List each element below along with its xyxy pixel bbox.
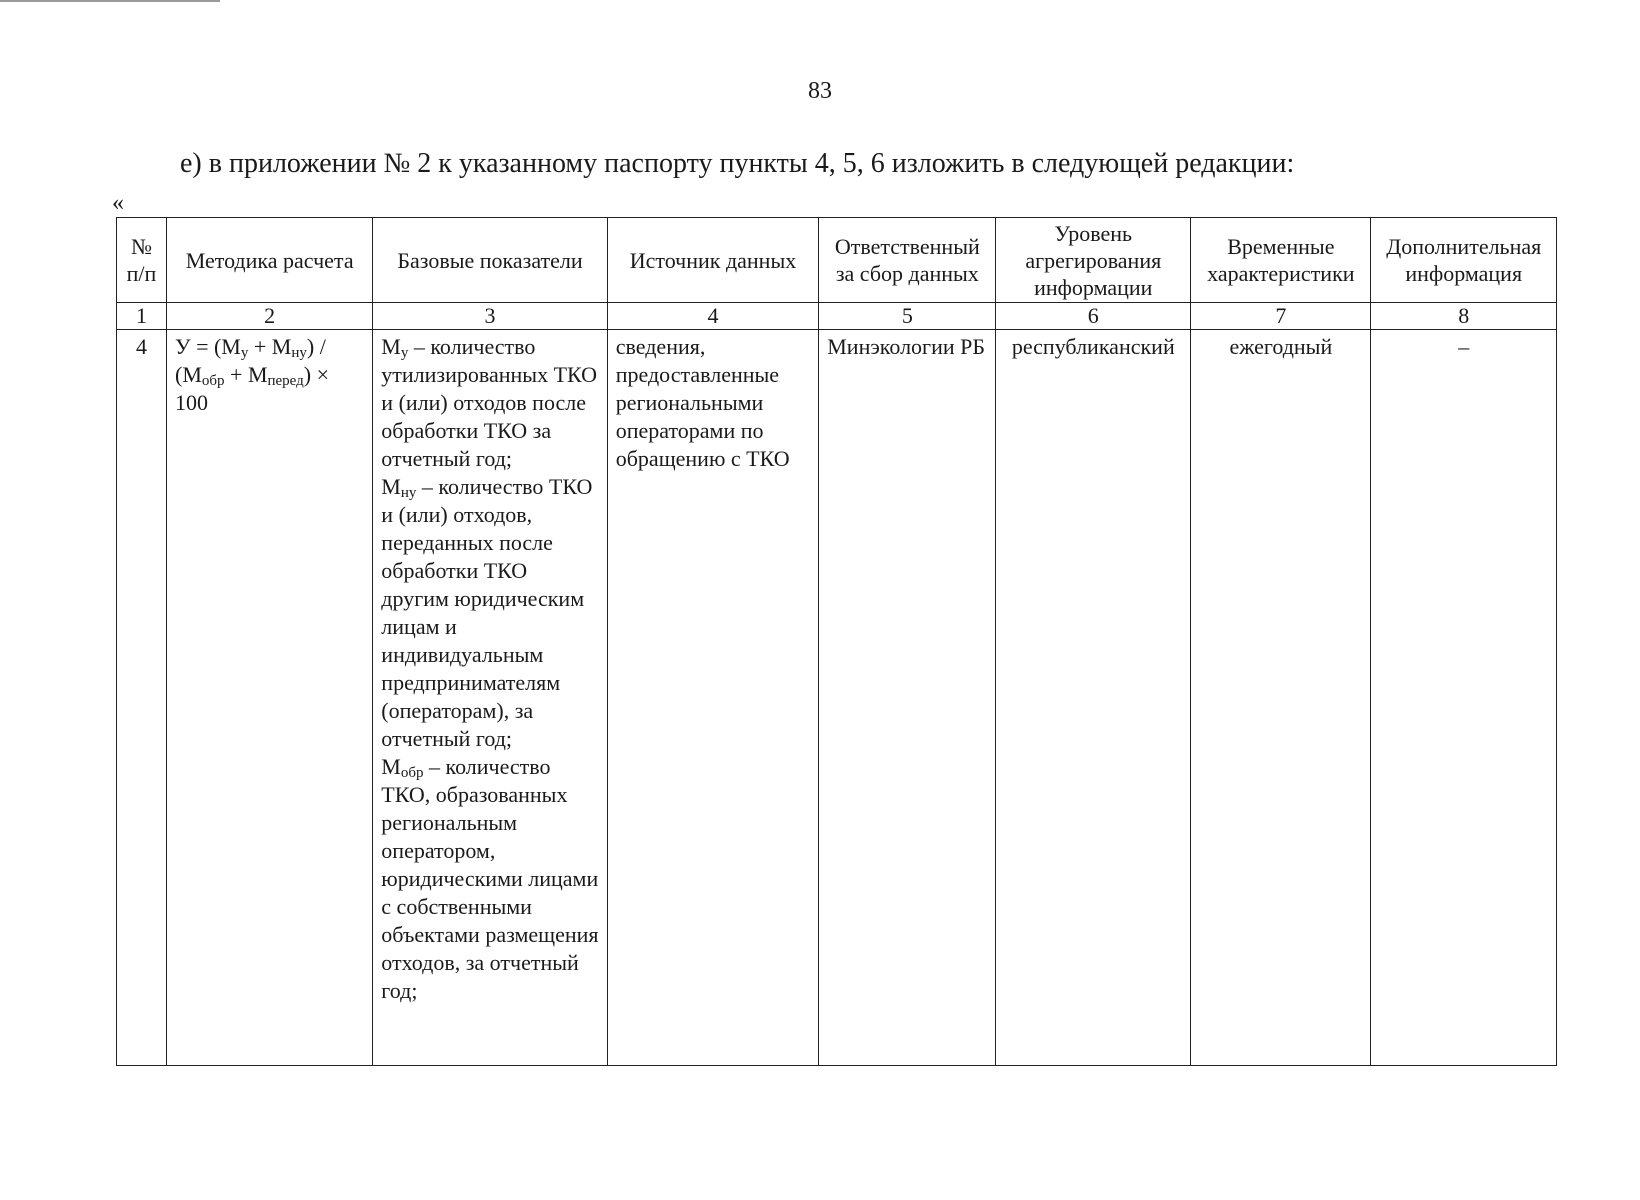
header-cell-time: Временные характеристики bbox=[1191, 218, 1371, 303]
column-number: 5 bbox=[819, 303, 996, 330]
page-number: 83 bbox=[808, 78, 832, 104]
column-number: 8 bbox=[1371, 303, 1557, 330]
aggregation-level-cell: республиканский bbox=[996, 330, 1191, 1066]
data-source-cell: сведения, предоставленные региональными операторами по обращению с ТКО bbox=[607, 330, 819, 1066]
header-cell-source: Источник данных bbox=[607, 218, 819, 303]
indicator-description: – количество утилизированных ТКО и (или) отходов после обработки ТКО за отчетный год; bbox=[381, 334, 598, 471]
header-cell-number: № п/п bbox=[117, 218, 167, 303]
header-cell-responsible: Ответственный за сбор данных bbox=[819, 218, 996, 303]
column-number: 4 bbox=[607, 303, 819, 330]
indicator-symbol: М bbox=[381, 754, 401, 779]
scan-edge-mark bbox=[0, 0, 220, 2]
indicator-description: – количество ТКО и (или) отходов, переданных после обработки ТКО другим юридическим лицам и индивидуальным предпринимателям (операторам), за отчетный год; bbox=[381, 474, 593, 751]
table-row bbox=[117, 330, 1557, 1066]
responsible-cell: Минэкологии РБ bbox=[819, 330, 996, 1066]
intro-paragraph: е) в приложении № 2 к указанному паспорту пункты 4, 5, 6 изложить в следующей редакции: bbox=[180, 148, 1295, 179]
indicator-symbol: М bbox=[381, 474, 401, 499]
column-number: 2 bbox=[167, 303, 373, 330]
column-number-row bbox=[117, 303, 1557, 330]
formula-subscript: перед bbox=[267, 373, 304, 389]
formula-subscript: у bbox=[240, 345, 249, 361]
header-cell-method: Методика расчета bbox=[167, 218, 373, 303]
formula-subscript: обр bbox=[201, 373, 225, 389]
indicator-subscript: у bbox=[400, 345, 409, 361]
base-indicators-cell bbox=[373, 330, 607, 1066]
formula-part: = (М bbox=[190, 334, 241, 359]
opening-quote: « bbox=[112, 190, 124, 216]
header-cell-additional: Дополнительная информация bbox=[1371, 218, 1557, 303]
indicators-table bbox=[116, 217, 1557, 1066]
indicator-symbol: М bbox=[381, 334, 401, 359]
method-formula bbox=[167, 330, 373, 1066]
row-number: 4 bbox=[117, 330, 167, 1066]
column-number: 3 bbox=[373, 303, 607, 330]
formula-part: + М bbox=[248, 334, 292, 359]
header-cell-level: Уровень агрегирования информации bbox=[996, 218, 1191, 303]
additional-info-cell: – bbox=[1371, 330, 1557, 1066]
indicator-description: – количество ТКО, образованных региональным оператором, юридическими лицами с собственными объектами размещения отходов, за отчетный год; bbox=[381, 754, 599, 1003]
column-number: 7 bbox=[1191, 303, 1371, 330]
formula-part: У bbox=[175, 334, 191, 359]
header-cell-base-indicators: Базовые показатели bbox=[373, 218, 607, 303]
column-number: 1 bbox=[117, 303, 167, 330]
formula-part: ) / (М bbox=[175, 334, 326, 387]
formula-part: ) × 100 bbox=[175, 362, 330, 415]
table-header-row bbox=[117, 218, 1557, 303]
column-number: 6 bbox=[996, 303, 1191, 330]
formula-part: + М bbox=[224, 362, 268, 387]
indicator-subscript: обр bbox=[400, 765, 424, 781]
time-characteristics-cell: ежегодный bbox=[1191, 330, 1371, 1066]
formula-subscript: ну bbox=[291, 345, 307, 361]
indicator-subscript: ну bbox=[400, 485, 417, 501]
